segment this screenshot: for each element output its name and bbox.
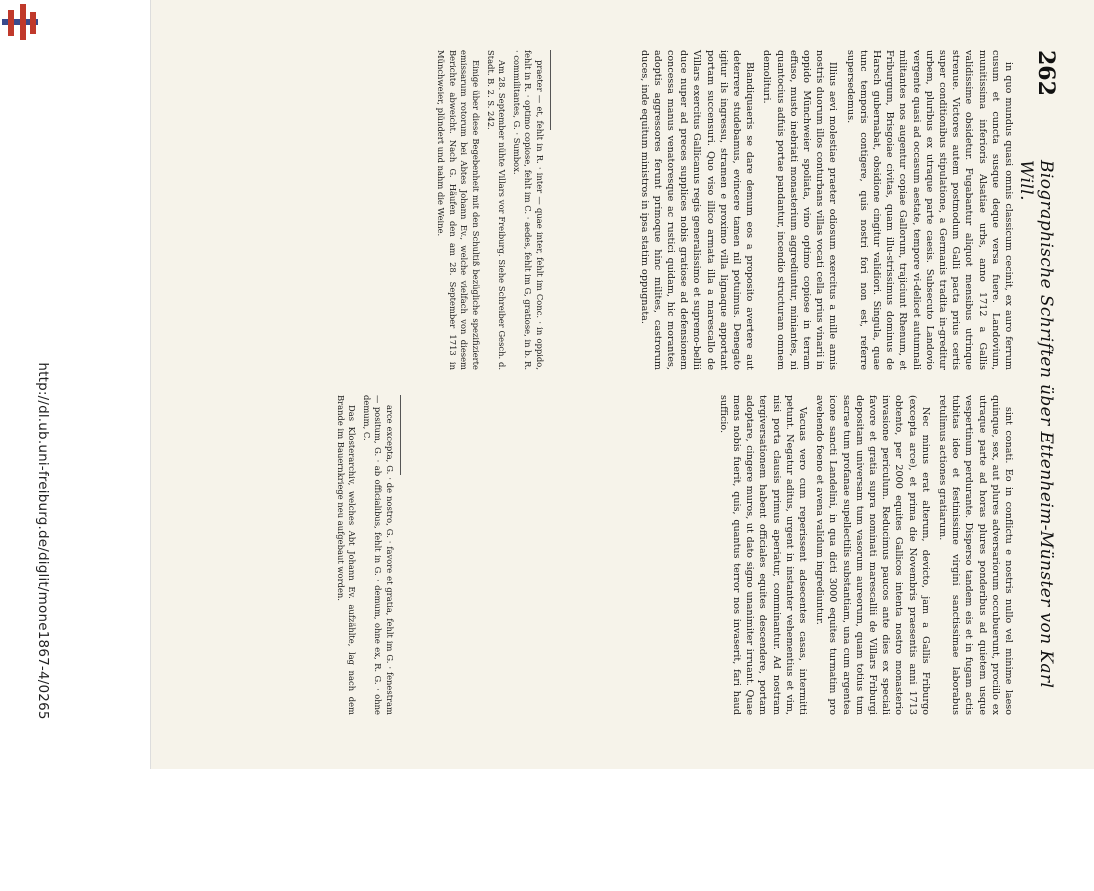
left-paragraph: Blandiquaeris se dare demum eos a proposito avertere aut deterrere studebamus, evincere tamen nil potuimus. Denegato igitur ils ingressu, stramen e proximo villa lignaque apportant portam succensuri. Quo viso illico armata illa a marescallo de Villars exercitus Gallicanus regis generalissimo et supremo-bellii duce nuper ad preces supplices nobis gratiose ad defensionem concessa manus venatoresque ac rustici quidam, hic morantes, adoptis aggressores ferunt primoque hinc milites, castrorum duces, inde equitum ministros in ipsa statim oppugnata. [638, 50, 756, 370]
running-head-title: Biographische Schriften über Ettenheim-Münster von Karl Will. [1016, 160, 1056, 689]
permalink-url[interactable]: http://dl.ub.uni-freiburg.de/diglit/mone1867-4/0265 [35, 362, 51, 720]
university-logo-icon [2, 2, 38, 42]
footnote: Am 28. September nühte Villars vor Freiburg. Siehe Schreiber Gesch. d. Stadt. B. 2. S. 242. [485, 50, 508, 370]
right-paragraph: Vacuas vero cum reperissent adsecentes casas, intermitti petunt. Negatur aditus, urgent in instanter vehementius et vim, nisi porta clausis primus aperiatur, comminantur. Ad nostram tergiversationem habent officiales equites descendere, portam adoptare, cingere muros, ut dato signo unanimiter irruant. Quae mens nobis fuerit, quis, quantus terror nos invaserit, fari haud sufficio. [717, 395, 808, 715]
logo-bar-vertical-1 [8, 10, 14, 36]
right-column [713, 395, 1015, 715]
page-number: 262 [1033, 50, 1059, 96]
right-paragraph: sint conati. Eo in conflictu e nostris nullo vel minime laeso quinque, sex, aut plures adversariorum occubuerunt, prociilo ex utraque parte ad horas plures ponderibus ad quietem usque vespertinum perdurante. Disperso tandem eis et in fugam actis tubitas ideo et festinissime virgini sanctissimae laborabus retulimus actiones gratiarum. [936, 395, 1014, 715]
rotated-page-content [151, 0, 1094, 769]
footnote: Einige über diese Begebenheit mit den Schultiß bezügliche spezifizierte emissarum rotorum bei Abtes Johann Ev., welche vielfach von diesem Berichte abweicht. Nach G. Häufen den am 28. September 1713 in Münchweier, plündert und nahm die Weine. [436, 50, 482, 370]
left-column [633, 50, 1015, 370]
right-paragraph: Nec minus erat alterum, devicto, jam a Gallis Friburgo (excepta arce), et prima die Novembris praesentis anni 1713 obtento, per 2000 equites Gallicos intenta nostro monasterio invasione periculum. Reducimus paucos ante dies ex speciali favore et gratia supra nominati marescallii de Villars Friburgi depositam universam tum vasorum aureorum, quam totius tum sacrae tum profanae supellectilis substantiam, una cum argentea icone sancti Landelini, in qua dicti 3000 equites turmatim pro avehendo foeno et avena validum ingrediuntur. [814, 395, 931, 715]
running-head [1016, 50, 1059, 710]
left-paragraph: Illius aevi molestiae praeter odiosum exercitus a mille annis nostris duorum illos conturbans villas vocati cella prius vinarii in oppido Münchweier spoliata, vino optimo copiose in terram effuso, musto inebriati monasterium aggrediuntur, miniantes, ni quantocius adfuis portae pandantur, incendio structuram omnem demolituri. [761, 50, 839, 370]
logo-bar-vertical-2 [20, 4, 26, 40]
logo-bar-vertical-3 [30, 12, 36, 34]
left-footnotes [432, 50, 545, 370]
footnote: arce excepta, G. · de nostro, G. · favore et gratia, fehlt im G. · fenestram — positum, G. · ab officialibus, fehlt in G. · demum, ohne ex, R. G. · ohne demum, C. [361, 395, 395, 715]
scanned-page [150, 0, 1094, 769]
left-paragraph: in quo mundus quasi omnis classicum cecinit, ex auro ferrum cusum et cuncta susque deque versa fuere. Landovium, munitissima inferioris Alsatiae urbs, anno 1712 a Gallis validissime obsidetur. Fugabantur aliquot mensibus utrinque strenue. Victores autem postmodum Galli pacta prius certis super conditionibus stipulatione, a Germanis tradita in-greditur urbem, pluribus ex utraque parte caesis. Subsecuto Landovio vergente quasi ad occasum aestate, tempore vi-delicet autumnali militantes nos augentur copiae Gallorum, trajiciunt Rhenum, et Friburgum, Brisgoiae civitas, quam illu-strissimus dominus de Harsch gubernabat, obsidione cingitur validiori. Singula, quae tunc temporis contigere, quis nostri fori non est, referre supersedemus. [844, 50, 1014, 370]
footnote-rule-right [400, 395, 401, 475]
copyright-notice [0, 331, 1, 891]
footnote-rule-left [550, 50, 551, 130]
footnote: Das Klosterarchiv, welches Abt Johann Ev. aufzählte, lag nach dem Brande im Bauernkriege neu aufgebaut worden. [335, 395, 358, 715]
right-footnotes [331, 395, 395, 715]
footnote: praeter — et, fehlt in R. · inter — quae inter, fehlt im Conc. · in oppido, fehlt in R. · optimo copiose, fehlt im C. · aedes, fehlt im G, gratiose, in b. R. · commilitantes, G. · Sumbox. [511, 50, 545, 370]
